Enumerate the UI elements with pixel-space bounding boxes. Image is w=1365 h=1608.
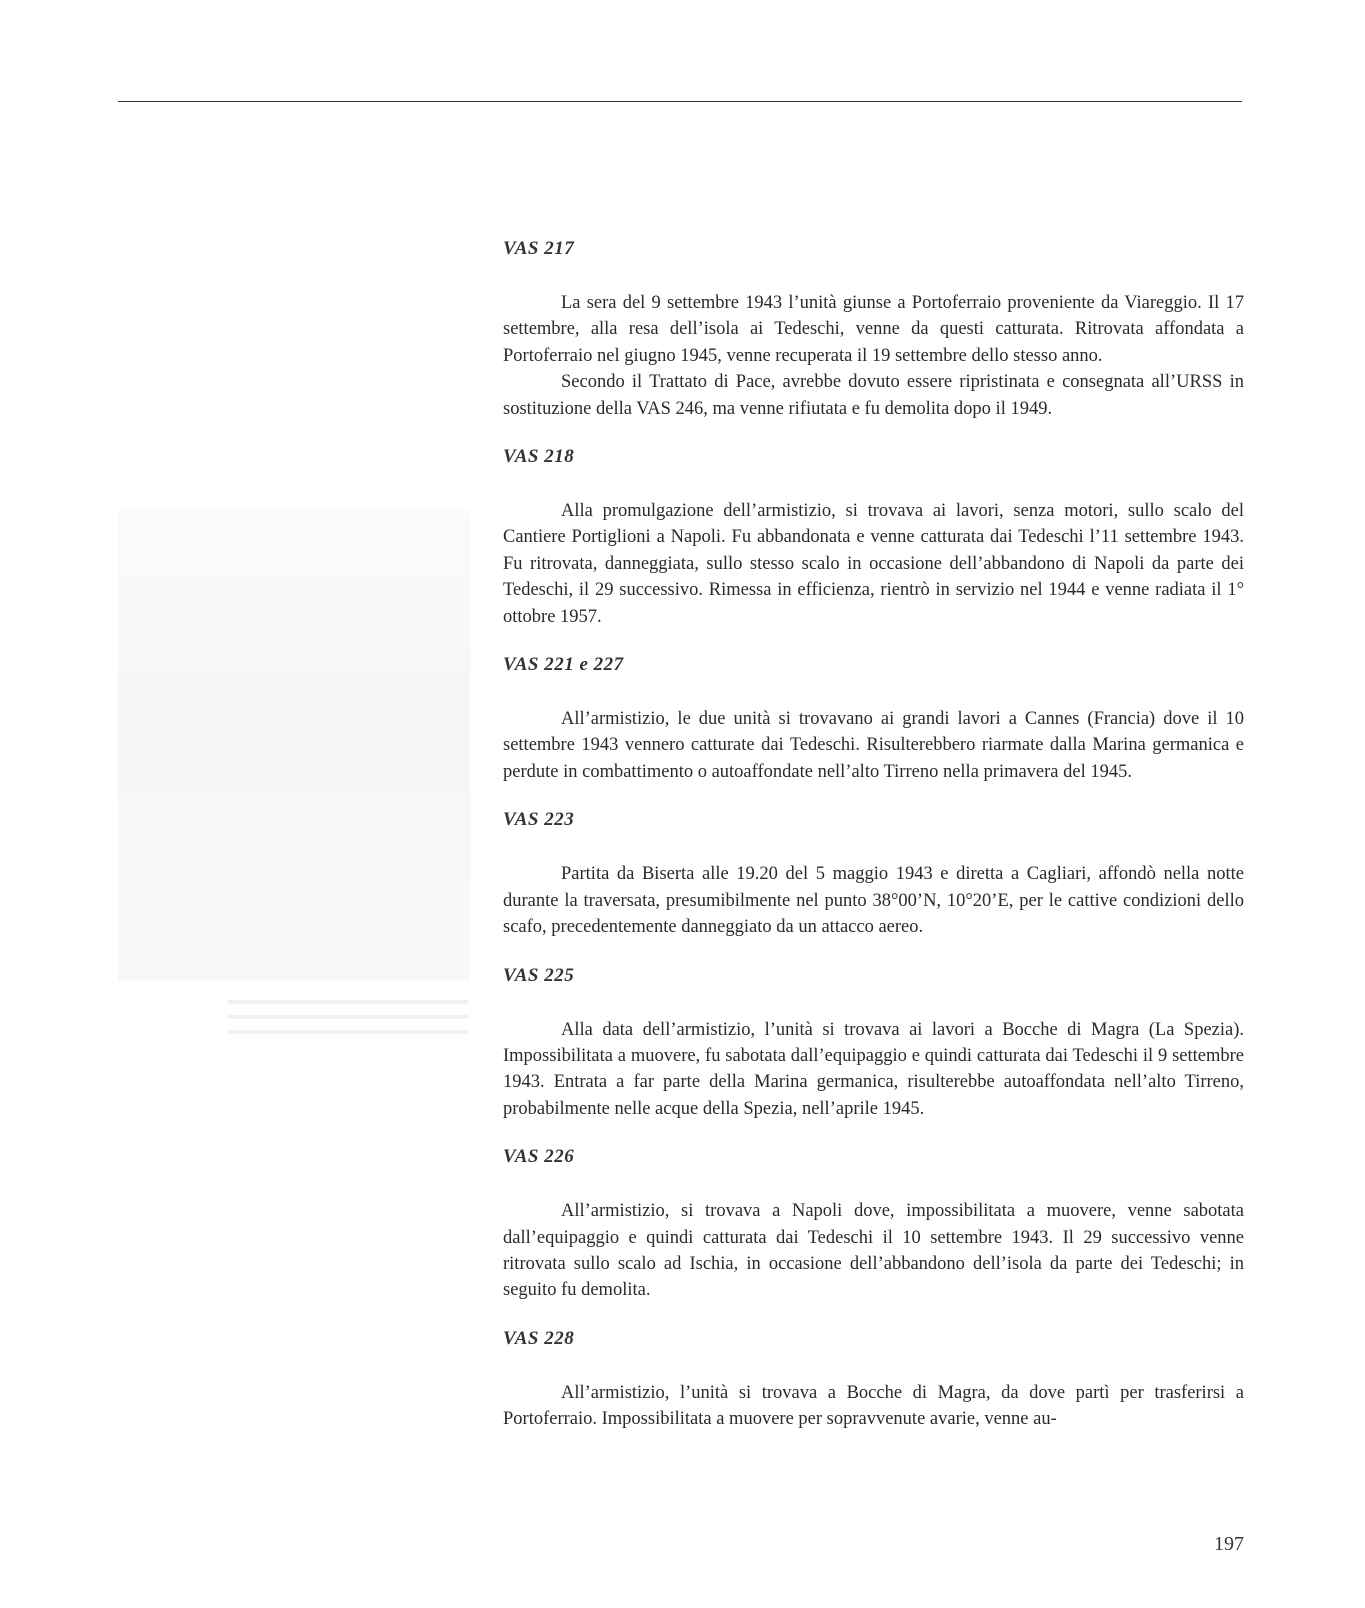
header-rule — [118, 101, 1242, 102]
entry-heading: VAS 226 — [503, 1146, 575, 1168]
faded-photo-bleedthrough — [118, 510, 470, 980]
entry-paragraph: Partita da Biserta alle 19.20 del 5 maggio 1943 e diretta a Cagliari, affondò nella notte durante la traversata, presumibilmente nel punto 38°00’N, 10°20’E, per le cattive condizioni dello scafo, precedentemente danneggiato da un attacco aereo. — [503, 864, 1244, 938]
faded-caption-bleedthrough — [228, 1000, 468, 1046]
entry-vas-223 — [503, 807, 1244, 940]
entry-vas-226 — [503, 1144, 1244, 1304]
entry-vas-225 — [503, 963, 1244, 1123]
entry-heading: VAS 221 e 227 — [503, 654, 624, 676]
entry-heading: VAS 228 — [503, 1327, 575, 1349]
entry-heading: VAS 223 — [503, 809, 575, 831]
entry-heading: VAS 225 — [503, 964, 575, 986]
entry-vas-221-227 — [503, 652, 1244, 785]
entry-vas-228 — [503, 1326, 1244, 1433]
entry-heading: VAS 217 — [503, 238, 575, 259]
entry-heading: VAS 218 — [503, 446, 575, 468]
entry-paragraph: All’armistizio, l’unità si trovava a Bocche di Magra, da dove partì per trasferirsi a Portoferraio. Impossibilitata a muovere per sopravvenute avarie, venne au- — [503, 1382, 1244, 1430]
entry-paragraph: All’armistizio, si trovava a Napoli dove, impossibilitata a muovere, venne sabotata dall’equipaggio e quindi catturata dai Tedeschi il 10 settembre 1943. Il 29 successivo venne ritrovata sullo scalo ad Ischia, in occasione dell’abbandono dell’isola da parte dei Tedeschi; in seguito fu demolita. — [503, 1201, 1244, 1301]
entry-paragraph: Alla data dell’armistizio, l’unità si trovava ai lavori a Bocche di Magra (La Spezia). Impossibilitata a muovere, fu sabotata dall’equipaggio e quindi catturata dai Tedeschi il 9 settembre 1943. Entrata a far parte della Marina germanica, risulterebbe autoaffondata nell’alto Tirreno, probabilmente nelle acque della Spezia, nell’aprile 1945. — [503, 1019, 1244, 1119]
entry-paragraph: Alla promulgazione dell’armistizio, si trovava ai lavori, senza motori, sullo scalo del Cantiere Portiglioni a Napoli. Fu abbandonata e venne catturata dai Tedeschi l’11 settembre 1943. Fu ritrovata, danneggiata, sullo stesso scalo in occasione dell’abbandono di Napoli da parte dei Tedeschi, il 29 successivo. Rimessa in efficienza, rientrò in servizio nel 1944 e venne radiata il 1° ottobre 1957. — [503, 501, 1244, 627]
page-number: 197 — [1214, 1533, 1244, 1555]
article-body — [503, 236, 1244, 1433]
entry-paragraph: La sera del 9 settembre 1943 l’unità giunse a Portoferraio proveniente da Viareggio. Il 17 settembre, alla resa dell’isola ai Tedeschi, venne da questi catturata. Ritrovata affondata a Portoferraio nel giugno 1945, venne recuperata il 19 settembre dello stesso anno. — [503, 293, 1244, 366]
entry-paragraph: Secondo il Trattato di Pace, avrebbe dovuto essere ripristinata e consegnata all’URSS in sostituzione della VAS 246, ma venne rifiutata e fu demolita dopo il 1949. — [503, 372, 1244, 419]
entry-vas-218 — [503, 444, 1244, 630]
entry-vas-217 — [503, 236, 1244, 422]
entry-paragraph: All’armistizio, le due unità si trovavano ai grandi lavori a Cannes (Francia) dove il 10 settembre 1943 vennero catturate dai Tedeschi. Risulterebbero riarmate dalla Marina germanica e perdute in combattimento o autoaffondate nell’alto Tirreno nella primavera del 1945. — [503, 709, 1244, 782]
